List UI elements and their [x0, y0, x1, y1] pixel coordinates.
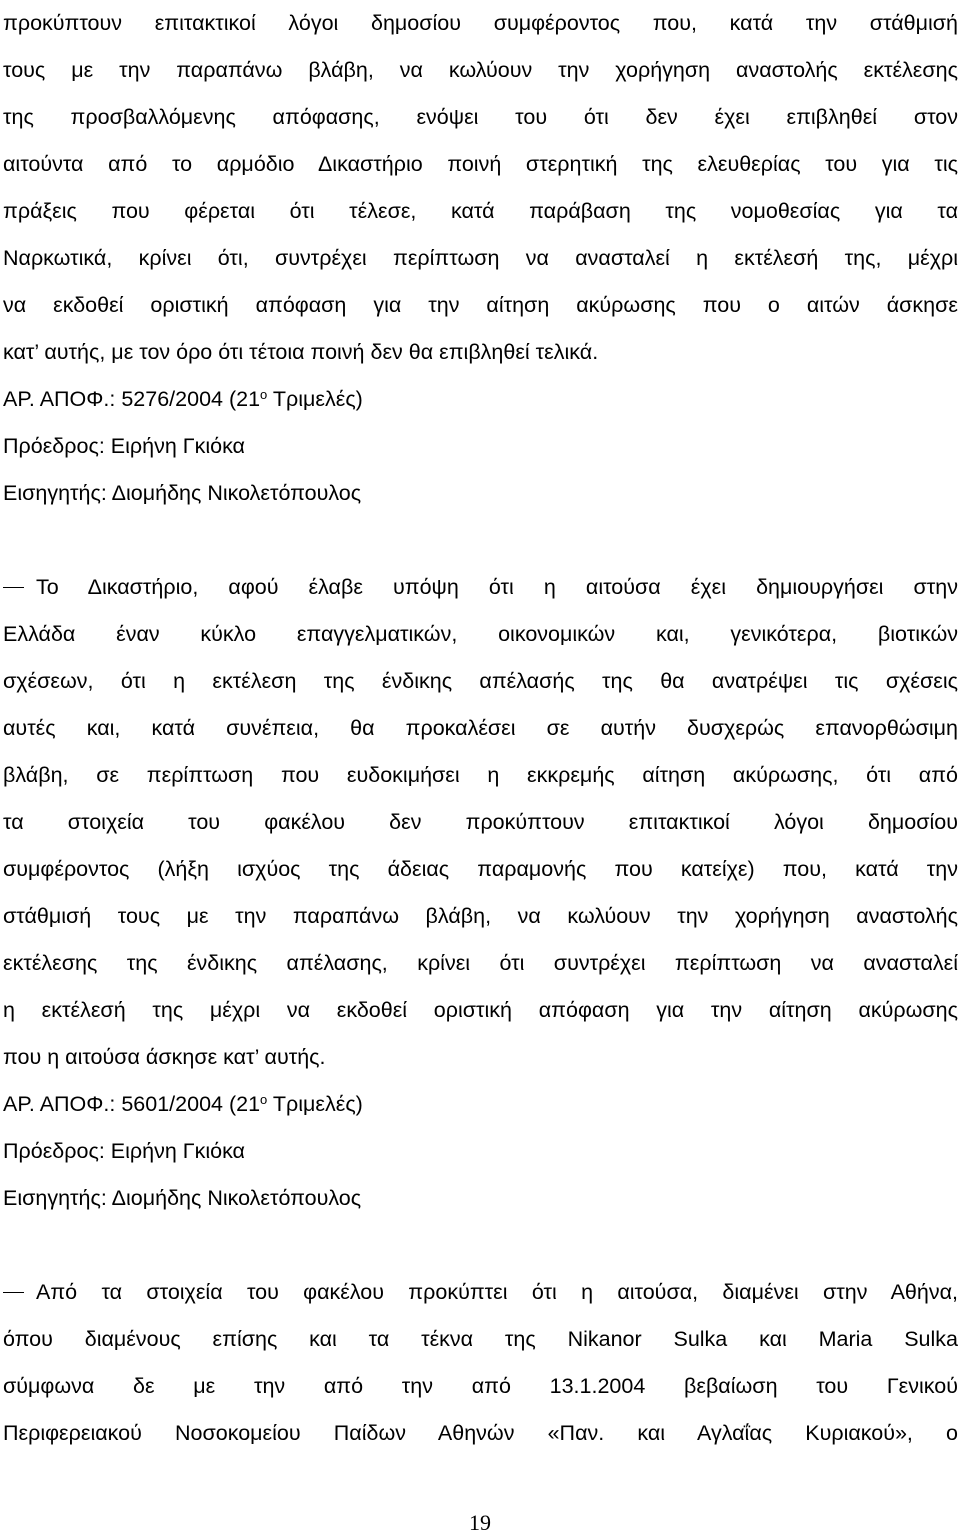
text-line: Περιφερειακού Νοσοκομείου Παίδων Αθηνών «Παν. και Αγλαΐας Κυριακού», ο [3, 1421, 958, 1445]
decision-number-superscript: ο [260, 387, 268, 402]
text-line: τα στοιχεία του φακέλου δεν προκύπτουν επιτακτικοί λόγοι δημοσίου [3, 810, 958, 834]
text-line: κατ’ αυτής, με τον όρο ότι τέτοια ποινή δεν θα επιβληθεί τελικά. [3, 340, 599, 364]
dash-bullet-icon [3, 1292, 24, 1294]
text-line-bulleted: Από τα στοιχεία του φακέλου προκύπτει ότι η αιτούσα, διαμένει στην Αθήνα, [3, 1269, 958, 1316]
text-line: προκύπτουν επιτακτικοί λόγοι δημοσίου συμφέροντος που, κατά την στάθμισή [3, 11, 958, 35]
decision-number [3, 376, 958, 423]
decision-info [3, 1081, 958, 1222]
text-line: βλάβη, σε περίπτωση που ευδοκιμήσει η εκκρεμής αίτηση ακύρωσης, ότι από [3, 763, 958, 787]
decision-number-prefix: ΑΡ. ΑΠΟΦ.: 5276/2004 (21 [3, 387, 261, 411]
text-line: σχέσεων, ότι η εκτέλεση της ένδικης απέλασής της θα ανατρέψει τις σχέσεις [3, 669, 958, 693]
text-line: που η αιτούσα άσκησε κατ’ αυτής. [3, 1045, 326, 1069]
decision-rapporteur: Εισηγητής: Διομήδης Νικολετόπουλος [3, 1186, 362, 1210]
text-line: να εκδοθεί οριστική απόφαση για την αίτηση ακύρωσης που ο αιτών άσκησε [3, 293, 958, 317]
text-line: της προσβαλλόμενης απόφασης, ενόψει του ότι δεν έχει επιβληθεί στον [3, 105, 958, 129]
spacer [3, 517, 958, 564]
summary-paragraph [3, 564, 958, 1081]
summary-paragraph [3, 1269, 958, 1457]
document-page [3, 0, 958, 1457]
decision-number [3, 1081, 958, 1128]
text-line: στάθμισή τους με την παραπάνω βλάβη, να κωλύουν την χορήγηση αναστολής [3, 904, 958, 928]
text-line: τους με την παραπάνω βλάβη, να κωλύουν την χορήγηση αναστολής εκτέλεσης [3, 58, 958, 82]
decision-rapporteur: Εισηγητής: Διομήδης Νικολετόπουλος [3, 481, 362, 505]
decision-number-superscript: ο [260, 1092, 268, 1107]
page-number: 19 [469, 1510, 491, 1535]
spacer [3, 1222, 958, 1269]
text-line: Ελλάδα έναν κύκλο επαγγελματικών, οικονομικών και, γενικότερα, βιοτικών [3, 622, 958, 646]
text-line: αιτούντα από το αρμόδιο Δικαστήριο ποινή στερητική της ελευθερίας του για τις [3, 152, 958, 176]
decision-president: Πρόεδρος: Ειρήνη Γκιόκα [3, 434, 245, 458]
text-line: σύμφωνα δε με την από την από 13.1.2004 βεβαίωση του Γενικού [3, 1374, 958, 1398]
paragraph-continuation [3, 0, 958, 376]
decision-number-prefix: ΑΡ. ΑΠΟΦ.: 5601/2004 (21 [3, 1092, 261, 1116]
decision-number-suffix: Τριμελές) [267, 1092, 363, 1116]
dash-bullet-icon [3, 587, 24, 589]
decision-president: Πρόεδρος: Ειρήνη Γκιόκα [3, 1139, 245, 1163]
text-line: αυτές και, κατά συνέπεια, θα προκαλέσει σε αυτήν δυσχερώς επανορθώσιμη [3, 716, 958, 740]
text-line: εκτέλεσης της ένδικης απέλασης, κρίνει ότι συντρέχει περίπτωση να ανασταλεί [3, 951, 958, 975]
text-line: όπου διαμένους επίσης και τα τέκνα της Nikanor Sulka και Maria Sulka [3, 1327, 958, 1351]
text-line: η εκτέλεσή της μέχρι να εκδοθεί οριστική απόφαση για την αίτηση ακύρωσης [3, 998, 958, 1022]
decision-number-suffix: Τριμελές) [267, 387, 363, 411]
decision-info [3, 376, 958, 517]
text-line-bulleted: Το Δικαστήριο, αφού έλαβε υπόψη ότι η αιτούσα έχει δημιουργήσει στην [3, 564, 958, 611]
text-line: συμφέροντος (λήξη ισχύος της άδειας παραμονής που κατείχε) που, κατά την [3, 857, 958, 881]
text-line: Ναρκωτικά, κρίνει ότι, συντρέχει περίπτωση να ανασταλεί η εκτέλεσή της, μέχρι [3, 246, 958, 270]
text-line: πράξεις που φέρεται ότι τέλεσε, κατά παράβαση της νομοθεσίας για τα [3, 199, 958, 223]
